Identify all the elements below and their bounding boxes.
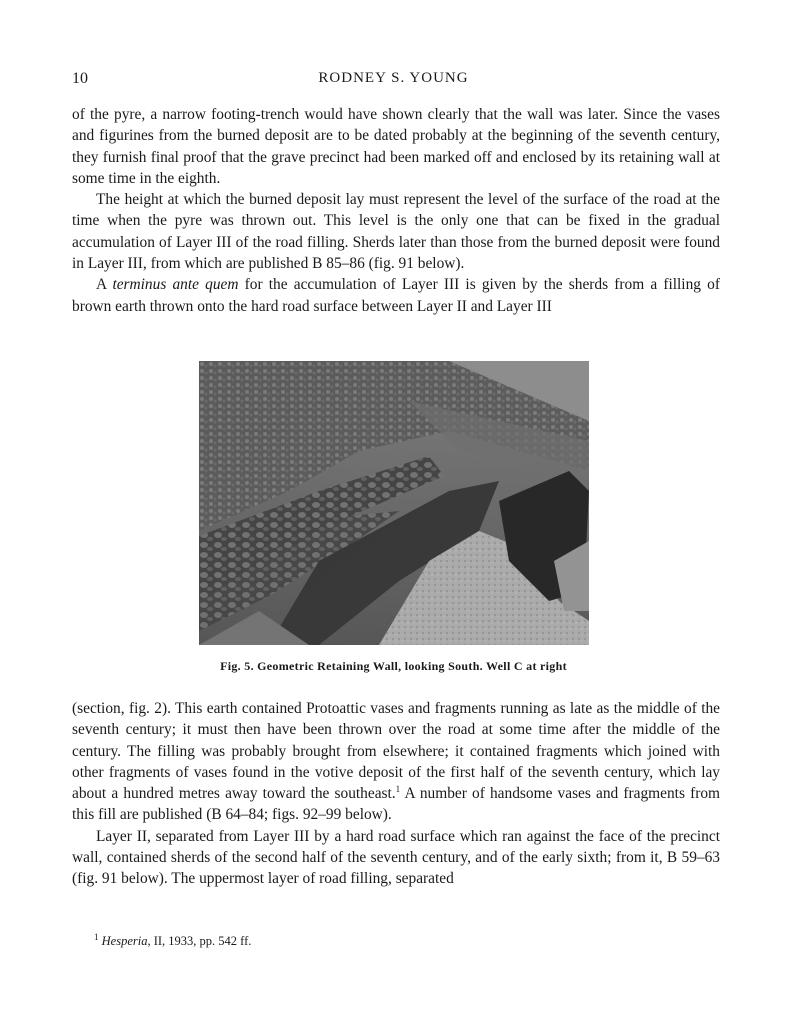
paragraph: The height at which the burned deposit lay must represent the level of the surface of the road at the time when the pyre was thrown out. This level is the only one that can be fixed in the gradual accumulation of Layer III of the road filling. Sherds later than those from the burned deposit were found in Layer III, from which are published B 85–86 (fig. 91 below). — [72, 191, 720, 273]
text-run: (section, fig. 2). This earth contained Protoattic vases and fragments running as late as the middle of the seventh century; it must then have been thrown over the road at some time after the middle of the century. The filling was probably brought from elsewhere; it contained fragments which joined with other fragments of vases found in the votive deposit of the first half of the seventh century, which lay about a hundred metres away toward the southeast. — [72, 700, 720, 803]
journal-title: Hesperia — [101, 934, 148, 948]
figure-caption: Fig. 5. Geometric Retaining Wall, looking South. Well C at right — [220, 659, 567, 673]
paragraph: of the pyre, a narrow footing-trench would have shown clearly that the wall was later. Since the vases and figurines from the burned deposit are to be dated probably at the beginning of the seventh century, they furnish final proof that the grave precinct had been marked off and enclosed by its retaining wall at some time in the eighth. — [72, 106, 720, 187]
footnote-marker: 1 — [94, 931, 99, 942]
paragraph — [72, 698, 720, 826]
page-number: 10 — [72, 70, 88, 87]
text-run: A — [96, 276, 113, 294]
footnote-text: , II, 1933, pp. 542 ff. — [147, 934, 252, 948]
retaining-wall-photo — [199, 361, 589, 645]
figure-photograph — [199, 361, 589, 645]
paragraph — [72, 274, 720, 317]
text-run: A number of handsome vases and fragments from this fill are published (B 64–84; figs. 92–99 below). — [72, 785, 720, 824]
italic-phrase: terminus ante quem — [112, 276, 239, 294]
footnote — [94, 931, 252, 949]
body-text-bottom — [72, 698, 720, 890]
running-head: RODNEY S. YOUNG — [318, 70, 469, 86]
text-run: for the accumulation of Layer III is given by the sherds from a filling of brown earth thrown onto the hard road surface between Layer II and Layer III — [72, 276, 720, 315]
paragraph: Layer II, separated from Layer III by a hard road surface which ran against the face of the precinct wall, contained sherds of the second half of the seventh century, and of the early sixth; from it, B 59–63 (fig. 91 below). The uppermost layer of road filling, separated — [72, 827, 720, 888]
footnote-marker: 1 — [395, 784, 401, 795]
body-text-top — [72, 104, 720, 317]
